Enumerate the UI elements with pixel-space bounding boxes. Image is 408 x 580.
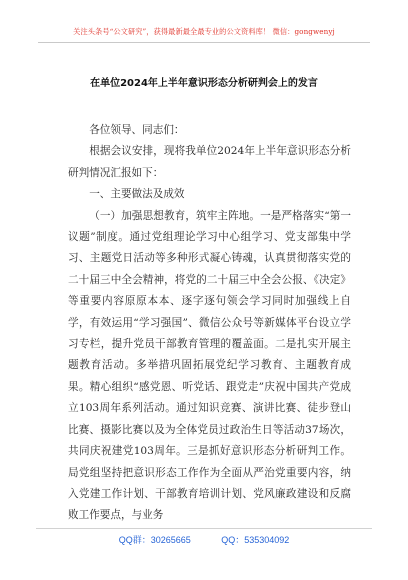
- footer-contact: [0, 533, 408, 546]
- qq-contact-link[interactable]: QQ：535304092: [221, 535, 290, 545]
- header-banner: 关注头条号“公文研究”，获得最新最全最专业的公文资料库！ 微信：gongwenyj: [73, 27, 335, 36]
- section-heading: 一、主要做法及成效: [89, 188, 185, 201]
- paragraph-main: （一）加强思想教育，筑牢主阵地。一是严格落实“第一议题”制度。通过党组理论学习中心组学习、党支部集中学习、主题党日活动等多种形式凝心铸魂，认真贯彻落实党的二十届三中全会精神，将党的二十届三中全会公报、《决定》等重要内容原原本本、逐字逐句领会学习同时加强线上自学，有效运用“学习强国”、微信公众号等新媒体平台设立学习专栏，提升党员干部教育管理的覆盖面。二是扎实开展主题教育活动。多举措巩固拓展党纪学习教育、主题教育成果。精心组织“感党恩、听党话、跟党走”庆祝中国共产党成立103周年系列活动。通过知识竞赛、演讲比赛、徒步登山比赛、摄影比赛以及为全体党员过政治生日等活动37场次，共同庆祝建党103周年。三是抓好意识形态分析研判工作。局党组坚持把意识形态工作作为全面从严治党重要内容，纳入党建工作计划、干部教育培训计划、党风廉政建设和反腐败工作要点，与业务: [68, 209, 351, 522]
- paragraph-intro: 根据会议安排，现将我单位2024年上半年意识形态分析研判情况汇报如下：: [68, 145, 351, 179]
- header-divider: [38, 42, 370, 43]
- document-body: [68, 120, 351, 527]
- footer-divider: [36, 528, 372, 529]
- document-title: 在单位2024年上半年意识形态分析研判会上的发言: [90, 78, 318, 89]
- qq-group-link[interactable]: QQ群：30265665: [118, 535, 191, 545]
- greeting: 各位领导、同志们：: [89, 124, 185, 136]
